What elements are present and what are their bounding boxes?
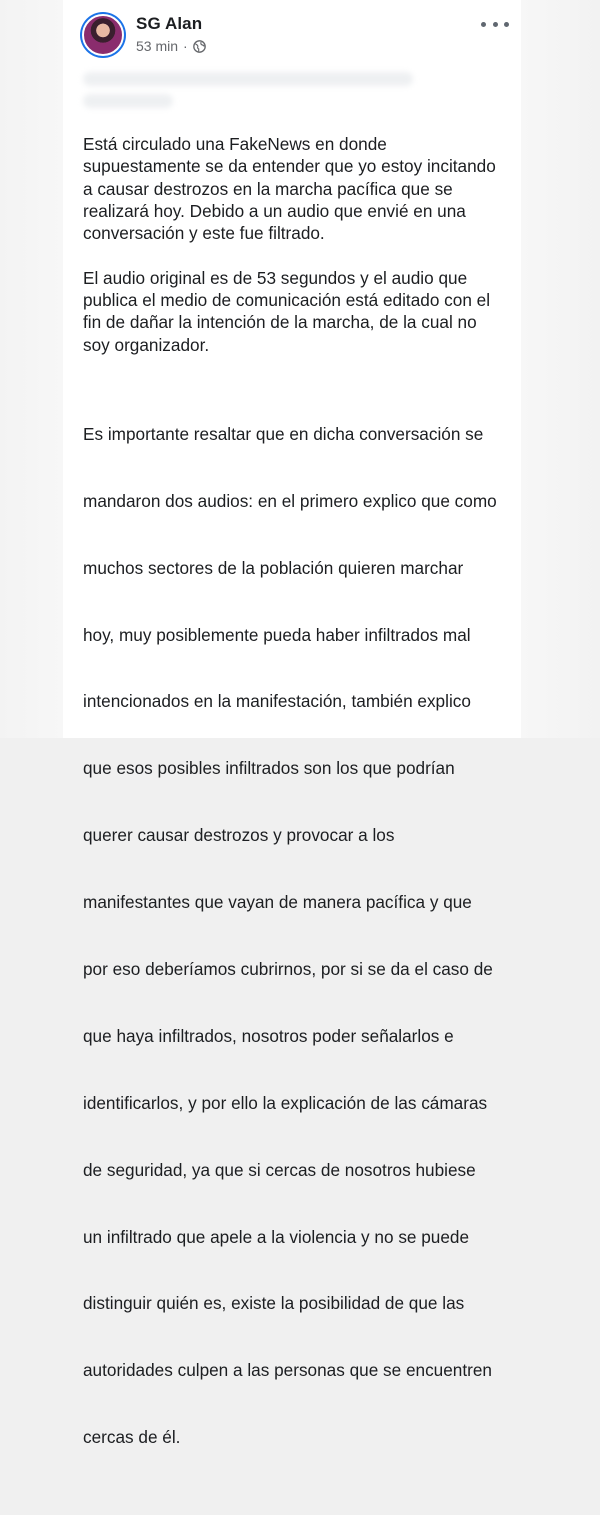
text-line: muchos sectores de la población quieren marchar: [83, 557, 464, 578]
post-paragraph: [83, 267, 519, 356]
text-line: supuestamente se da entender que yo estoy incitando: [83, 156, 496, 177]
text-line: de seguridad, ya que si cercas de nosotros hubiese: [83, 1159, 476, 1180]
author-name[interactable]: SG Alan: [136, 14, 203, 33]
text-line: intencionados en la manifestación, también explico: [83, 691, 471, 712]
post-header: [77, 10, 517, 66]
text-line: identificarlos, y por ello la explicación de las cámaras: [83, 1092, 488, 1113]
text-line: que esos posibles infiltrados son los que podrían: [83, 758, 455, 779]
post-card: [63, 0, 521, 1448]
post-body: [83, 133, 519, 1515]
background-right: [521, 0, 600, 738]
avatar-ring[interactable]: [80, 12, 126, 58]
post-timestamp[interactable]: 53 min: [136, 38, 179, 54]
text-line: autoridades culpen a las personas que se encuentren: [83, 1360, 492, 1381]
text-line: publica el medio de comunicación está editado con el: [83, 290, 491, 311]
text-line: manifestantes que vayan de manera pacífica y que: [83, 892, 472, 913]
post-meta: [136, 38, 206, 54]
text-line: Es importante resaltar que en dicha conversación se: [83, 423, 484, 444]
text-line: distinguir quién es, existe la posibilidad de que las: [83, 1293, 465, 1314]
background-left: [0, 0, 63, 738]
meta-separator: ·: [183, 38, 188, 54]
text-line: fin de dañar la intención de la marcha, de la cual no: [83, 312, 477, 333]
text-line: por eso deberíamos cubrirnos, por si se da el caso de: [83, 958, 493, 979]
text-line: a causar destrozos en la marcha pacífica que se: [83, 178, 453, 199]
avatar[interactable]: [82, 14, 124, 56]
text-line: un infiltrado que apele a la violencia y no se puede: [83, 1226, 470, 1247]
blurred-content: [83, 72, 413, 86]
text-line: Está circulado una FakeNews en donde: [83, 134, 387, 154]
text-line: El audio original es de 53 segundos y el audio que: [83, 267, 468, 288]
more-options-button[interactable]: [481, 16, 509, 32]
text-line: soy organizador.: [83, 334, 210, 355]
more-horizontal-icon: [481, 22, 486, 27]
more-dot: [504, 22, 509, 27]
text-line: mandaron dos audios: en el primero explico que como: [83, 490, 497, 511]
post-paragraph: [83, 133, 519, 244]
more-dot: [493, 22, 498, 27]
blurred-content: [83, 94, 173, 108]
text-line: querer causar destrozos y provocar a los: [83, 825, 395, 846]
globe-icon: [193, 40, 206, 53]
post-paragraph: [83, 378, 519, 1493]
text-line: conversación y este fue filtrado.: [83, 223, 325, 244]
text-line: hoy, muy posiblemente pueda haber infiltrados mal: [83, 624, 471, 645]
text-line: cercas de él.: [83, 1427, 181, 1448]
text-line: realizará hoy. Debido a un audio que envié en una: [83, 200, 466, 221]
text-line: que haya infiltrados, nosotros poder señalarlos e: [83, 1025, 454, 1046]
